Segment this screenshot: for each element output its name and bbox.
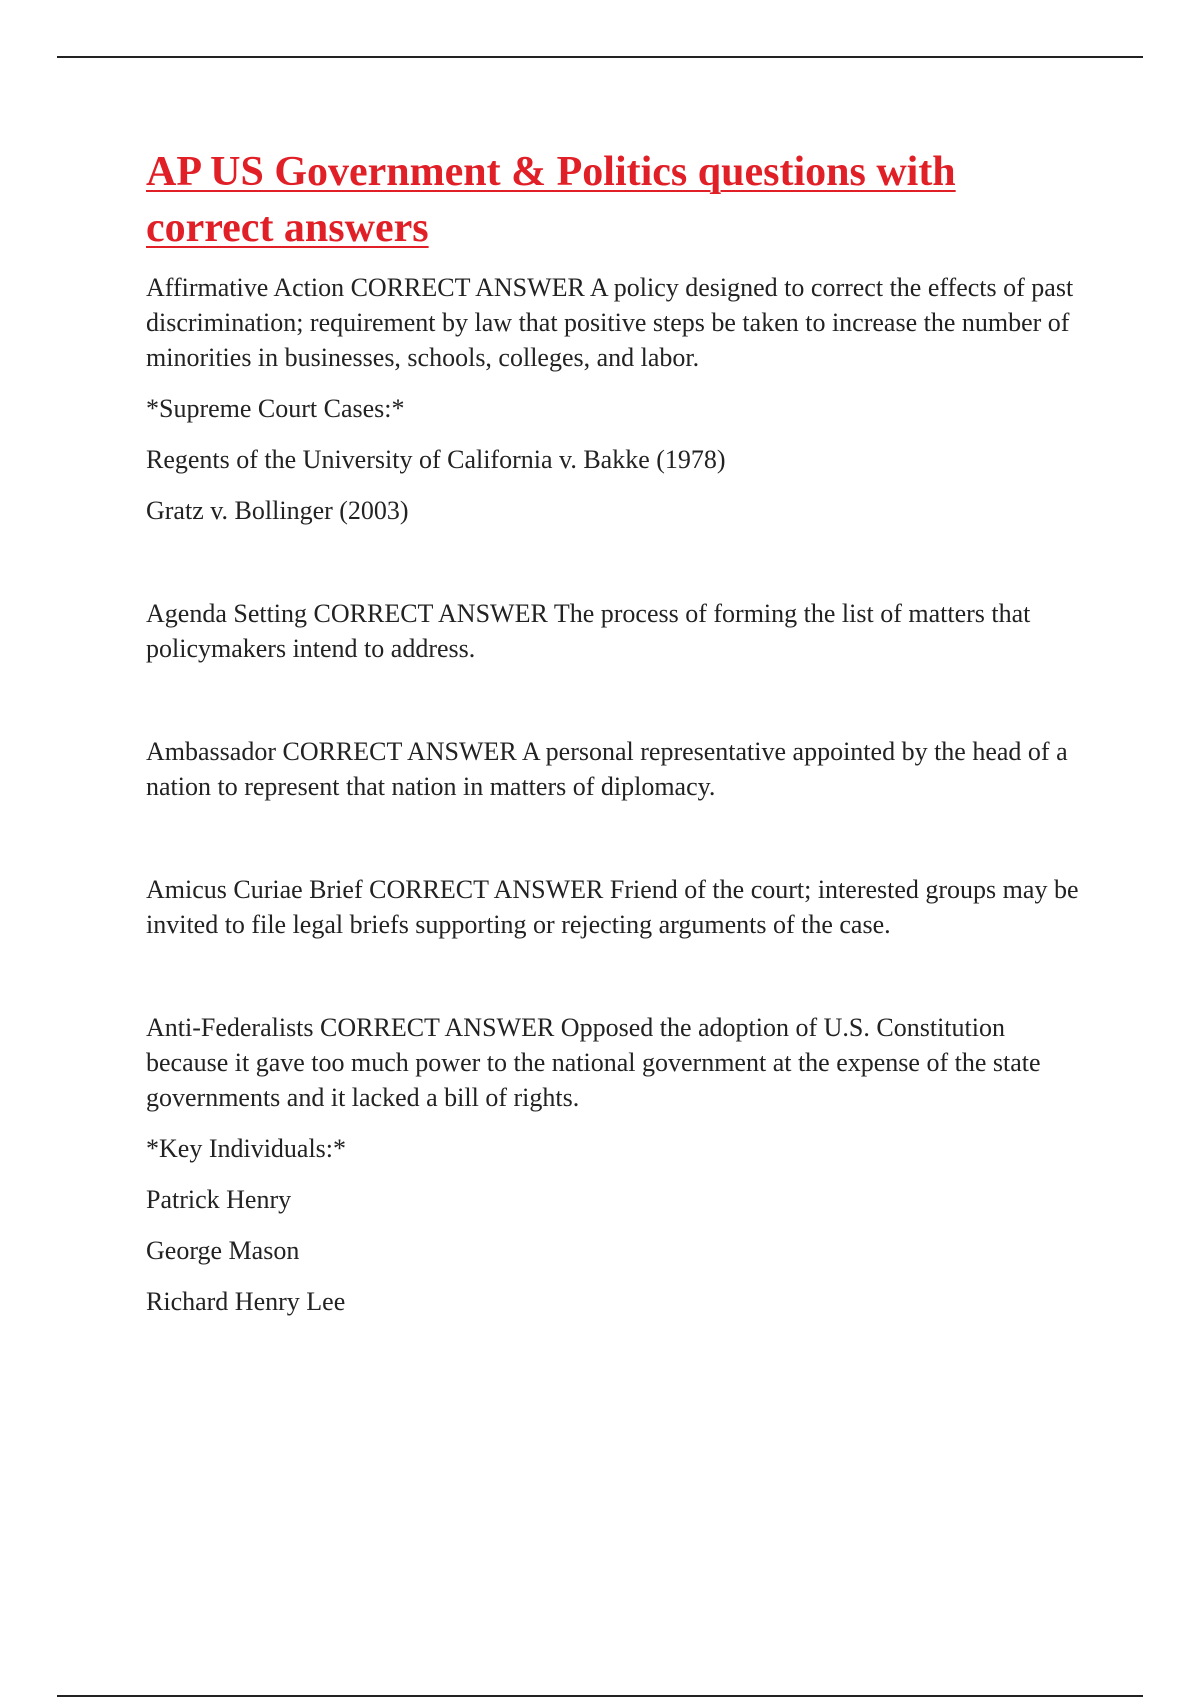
entry-definition: Agenda Setting CORRECT ANSWER The process of forming the list of matters that policymakers intend to address. xyxy=(146,599,1031,663)
document-title: AP US Government & Politics questions with correct answers xyxy=(146,149,956,251)
entry-definition: Amicus Curiae Brief CORRECT ANSWER Friend of the court; interested groups may be invited to file legal briefs supporting or rejecting arguments of the case. xyxy=(146,875,1079,939)
entry-spacer xyxy=(146,820,1086,872)
entry-list-item: Gratz v. Bollinger (2003) xyxy=(146,496,409,525)
entry-agenda-setting xyxy=(146,596,1086,666)
entry-spacer xyxy=(146,682,1086,734)
entry-spacer xyxy=(146,958,1086,1010)
entry-list-item: Richard Henry Lee xyxy=(146,1287,346,1316)
entry-list-item: Regents of the University of California v. Bakke (1978) xyxy=(146,445,726,474)
entry-definition: Anti-Federalists CORRECT ANSWER Opposed the adoption of U.S. Constitution because it gave too much power to the national government at the expense of the state governments and it lacked a bill of rights. xyxy=(146,1013,1041,1112)
entry-definition: Ambassador CORRECT ANSWER A personal representative appointed by the head of a nation to represent that nation in matters of diplomacy. xyxy=(146,737,1068,801)
entry-affirmative-action xyxy=(146,270,1086,528)
entry-subheading: *Supreme Court Cases:* xyxy=(146,394,405,423)
entry-list-item: Patrick Henry xyxy=(146,1185,292,1214)
bottom-rule xyxy=(57,1695,1143,1697)
entry-ambassador xyxy=(146,734,1086,804)
document-body xyxy=(146,144,1086,1335)
entry-spacer xyxy=(146,544,1086,596)
entry-subheading: *Key Individuals:* xyxy=(146,1134,347,1163)
entry-anti-federalists xyxy=(146,1010,1086,1319)
entry-list-item: George Mason xyxy=(146,1236,300,1265)
top-rule xyxy=(57,56,1143,58)
entry-definition: Affirmative Action CORRECT ANSWER A policy designed to correct the effects of past discrimination; requirement by law that positive steps be taken to increase the number of minorities in businesses, schools, colleges, and labor. xyxy=(146,273,1074,372)
entry-amicus-curiae-brief xyxy=(146,872,1086,942)
